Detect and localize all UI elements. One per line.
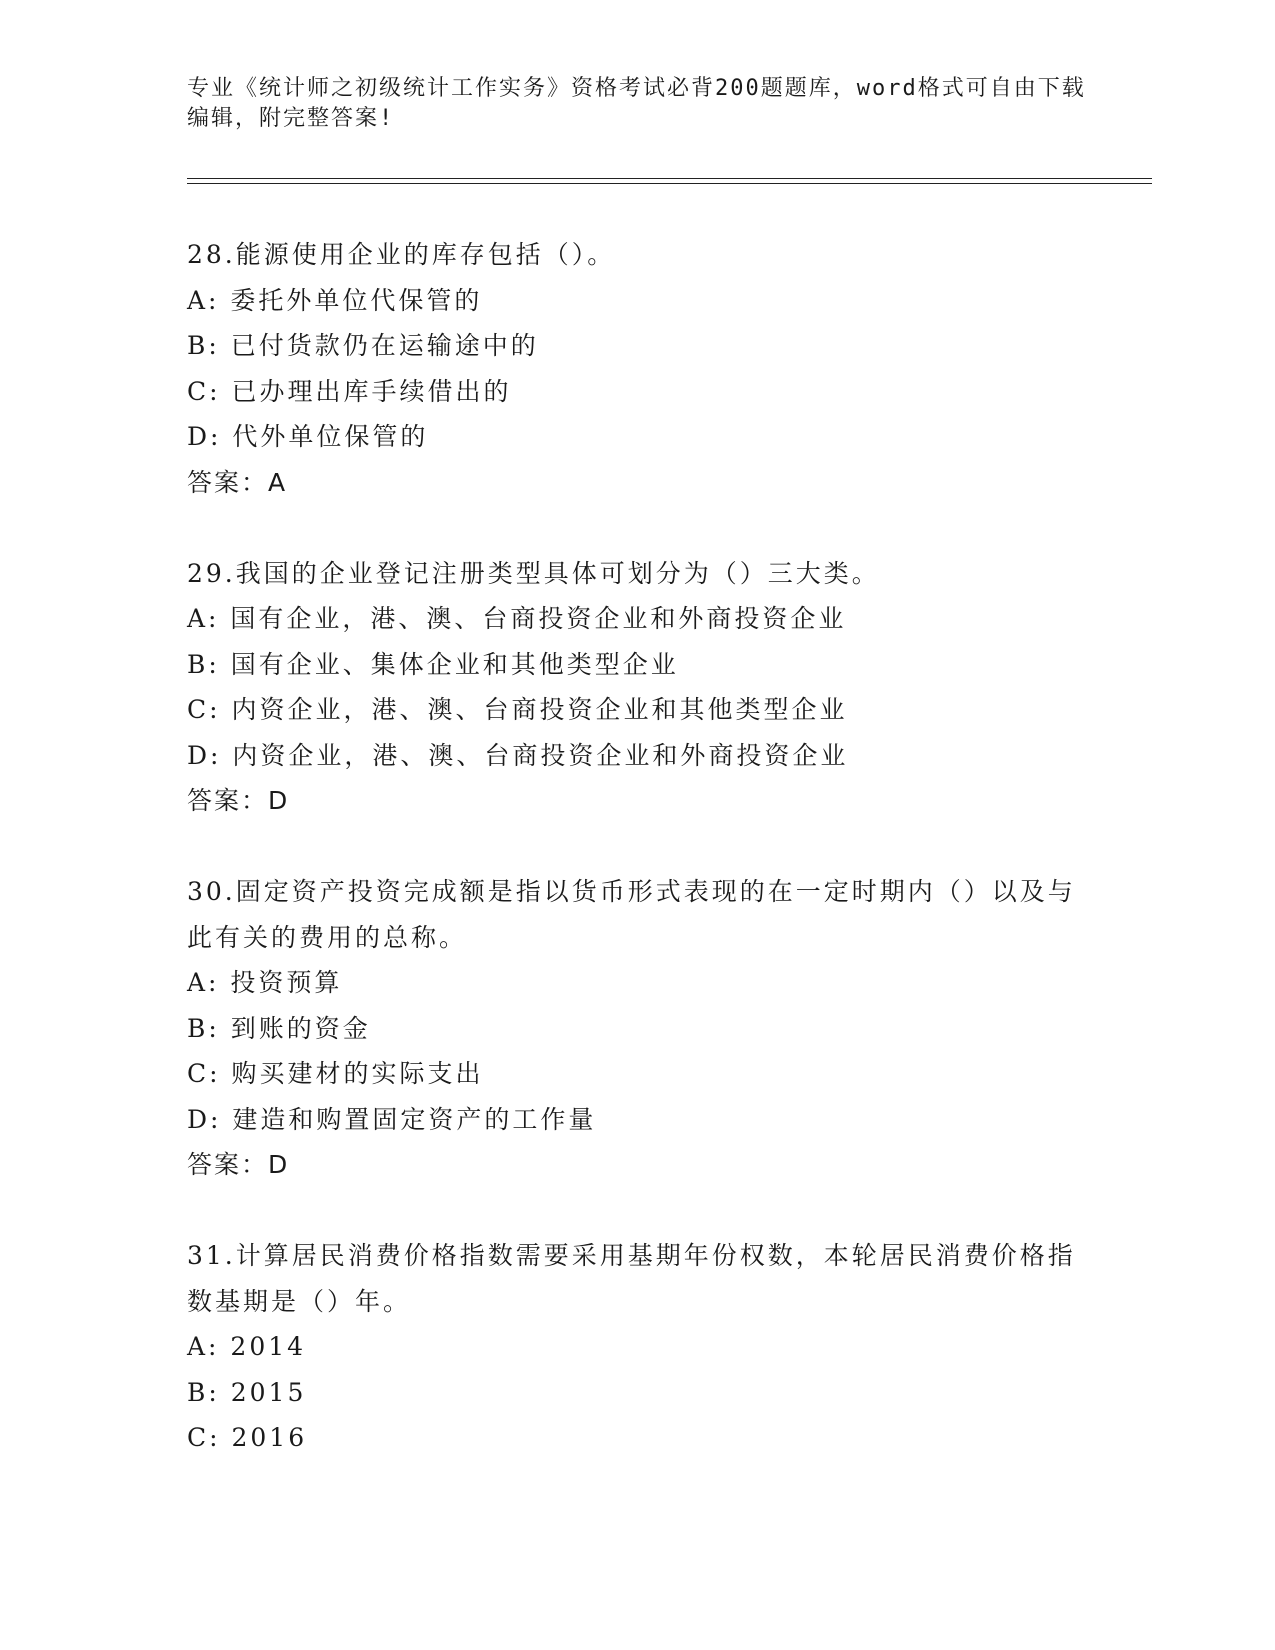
option-c: C: 内资企业，港、澳、台商投资企业和其他类型企业: [187, 695, 848, 724]
option-a: A: 2014: [187, 1332, 307, 1361]
question-list: [187, 232, 1087, 1506]
question-stem: 28.能源使用企业的库存包括（）。: [187, 240, 616, 269]
header-divider-top: [187, 178, 1152, 179]
question-stem: 30.固定资产投资完成额是指以货币形式表现的在一定时期内（）以及与此有关的费用的总称。: [187, 877, 1076, 952]
option-c: C: 购买建材的实际支出: [187, 1059, 484, 1088]
answer-line: 答案：A: [187, 467, 288, 497]
option-d: D: 内资企业，港、澳、台商投资企业和外商投资企业: [187, 740, 849, 770]
option-b: B: 到账的资金: [187, 1013, 371, 1043]
option-b: B: 已付货款仍在运输途中的: [187, 331, 539, 360]
question-28: [187, 232, 1087, 505]
option-d: D: 建造和购置固定资产的工作量: [187, 1104, 597, 1134]
option-c: C: 2016: [187, 1423, 308, 1452]
document-header-intro: 专业《统计师之初级统计工作实务》资格考试必背200题题库，word格式可自由下载编辑，附完整答案!: [187, 76, 1086, 131]
option-d: D: 代外单位保管的: [187, 422, 429, 451]
option-b: B: 2015: [187, 1377, 307, 1407]
question-stem: 29.我国的企业登记注册类型具体可划分为（）三大类。: [187, 558, 880, 588]
option-a: A: 国有企业，港、澳、台商投资企业和外商投资企业: [187, 604, 847, 633]
answer-line: 答案：D: [187, 786, 290, 815]
option-a: A: 投资预算: [187, 968, 343, 997]
option-b: B: 国有企业、集体企业和其他类型企业: [187, 649, 679, 679]
option-c: C: 已办理出库手续借出的: [187, 376, 512, 406]
question-stem: 31.计算居民消费价格指数需要采用基期年份权数，本轮居民消费价格指数基期是（）年。: [187, 1241, 1076, 1316]
answer-line: 答案：D: [187, 1150, 290, 1179]
question-31: [187, 1233, 1087, 1461]
question-30: [187, 869, 1087, 1188]
question-29: [187, 551, 1087, 824]
option-a: A: 委托外单位代保管的: [187, 285, 483, 315]
header-divider-bottom: [187, 183, 1152, 184]
